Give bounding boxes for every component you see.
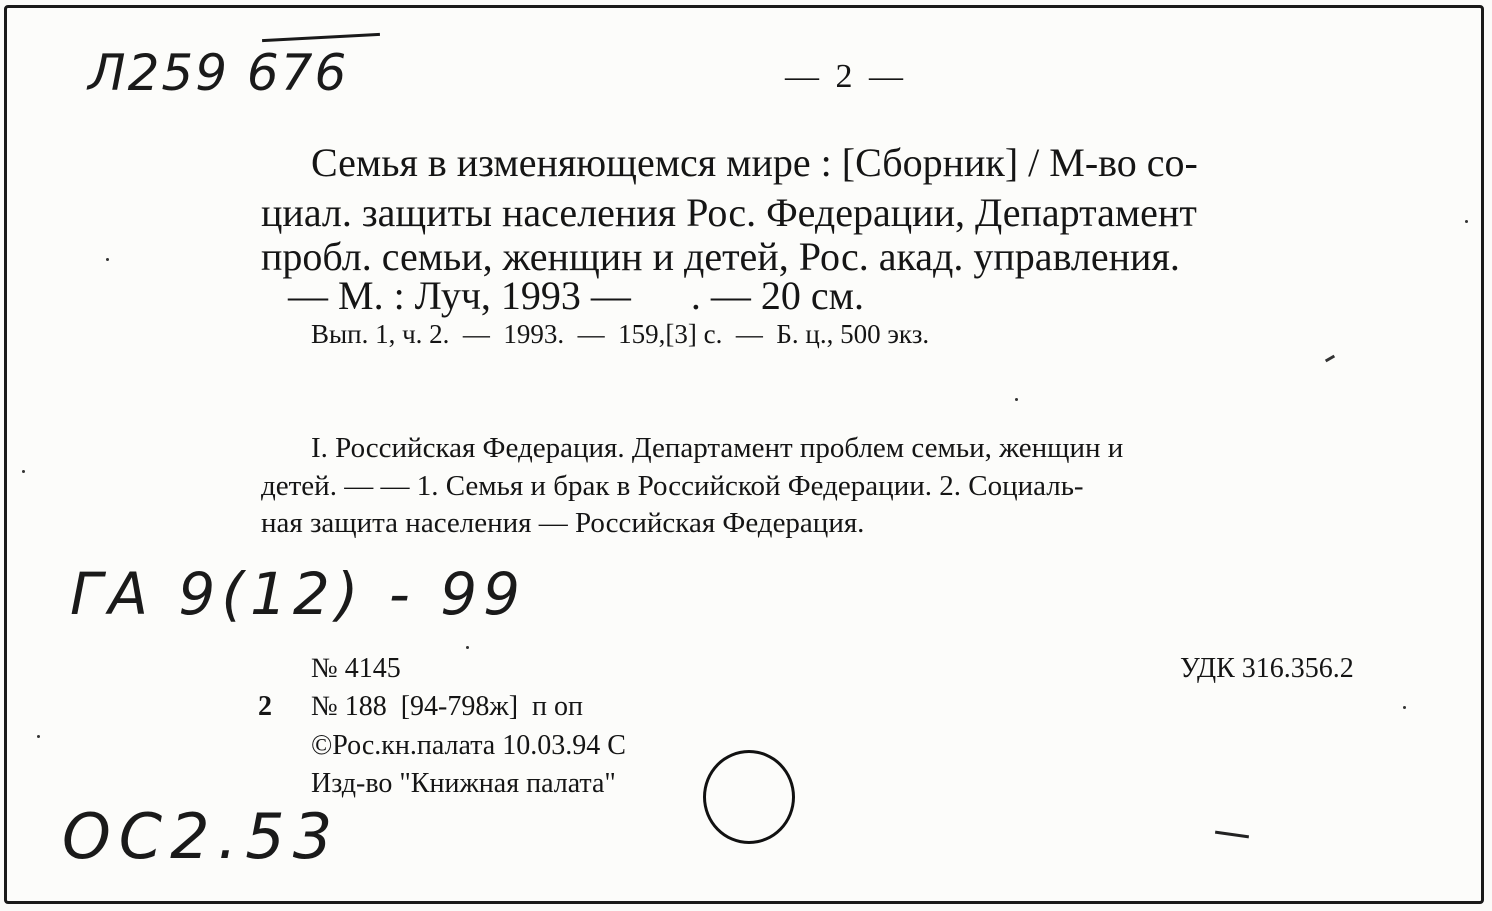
subject-line-1: I. Российская Федерация. Департамент проблем семьи, женщин и — [311, 432, 1124, 464]
title-line-3: пробл. семьи, женщин и детей, Рос. акад. управления. — [261, 234, 1180, 279]
speck — [1465, 220, 1468, 223]
title-line-2: циал. защиты населения Рос. Федерации, Департамент — [261, 190, 1197, 235]
speck — [1403, 706, 1406, 709]
udc-code: УДК 316.356.2 — [1180, 653, 1354, 684]
handwritten-classification: ОС2.53 — [62, 800, 341, 873]
speck — [466, 646, 469, 649]
speck — [37, 735, 40, 738]
publisher-line: Изд-во "Книжная палата" — [311, 768, 616, 799]
speck — [1015, 398, 1018, 401]
record-number: № 4145 — [311, 653, 401, 684]
speck — [22, 470, 25, 473]
speck — [106, 258, 109, 261]
copyright-line: ©Рос.кн.палата 10.03.94 С — [311, 730, 626, 761]
issue-line: Вып. 1, ч. 2. — 1993. — 159,[3] с. — Б. ц., 500 экз. — [311, 319, 930, 349]
title-line-1: Семья в изменяющемся мире : [Сборник] / М-во со- — [311, 140, 1198, 185]
subject-line-2: детей. — — 1. Семья и брак в Российской Федерации. 2. Социаль- — [261, 470, 1084, 502]
handwritten-call-number: Л259 676 — [88, 44, 349, 102]
stamp-circle — [703, 750, 795, 844]
subject-line-3: ная защита населения — Российская Федерация. — [261, 507, 865, 539]
order-line: № 188 [94-798ж] п оп — [311, 691, 584, 722]
title-line-4: — М. : Луч, 1993 — . — 20 см. — [288, 273, 864, 318]
page-marker: — 2 — — [785, 58, 907, 95]
copy-number: 2 — [258, 691, 272, 722]
handwritten-shelf-mark: ГА 9(12) - 99 — [70, 560, 526, 628]
